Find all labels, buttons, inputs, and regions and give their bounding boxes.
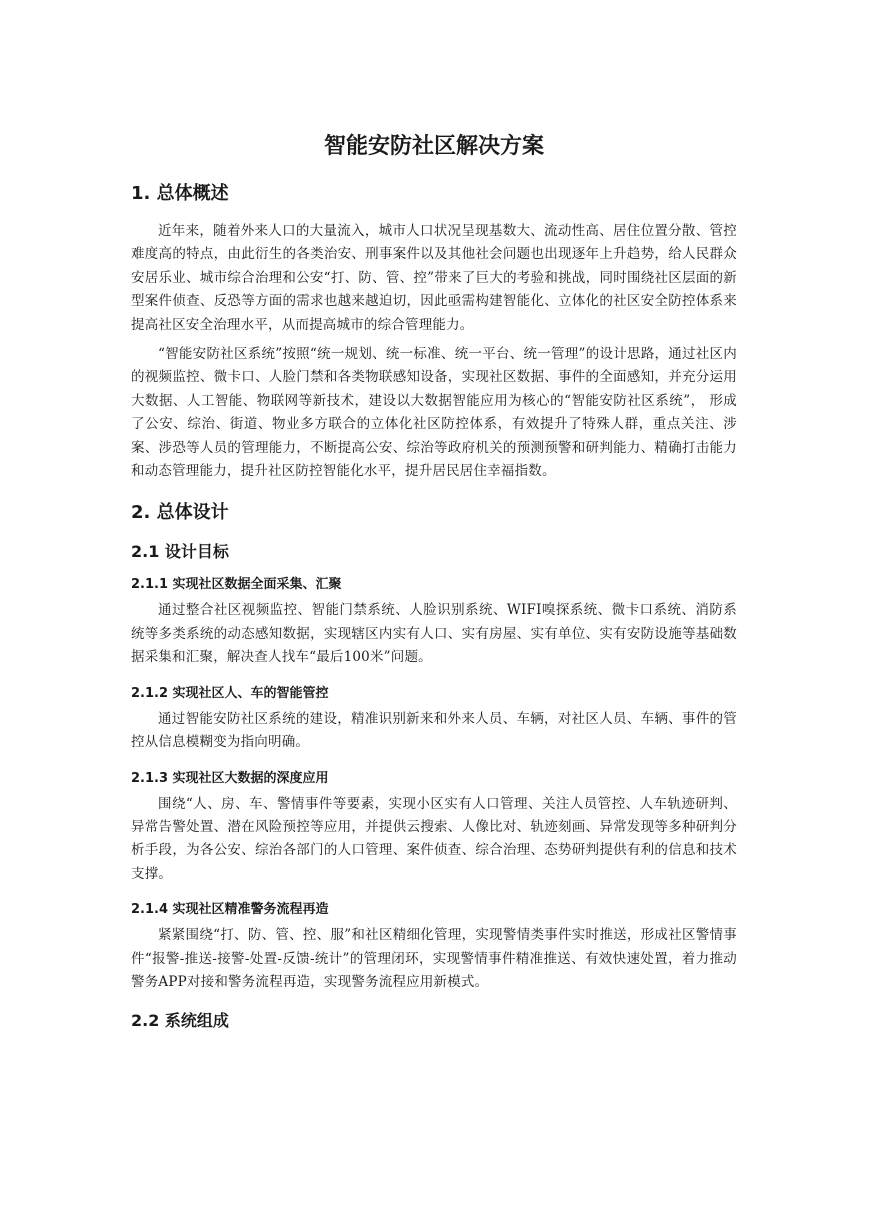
goal-heading-smart-control: 2.1.2 实现社区人、车的智能管控 (131, 685, 329, 701)
document-page (131, 130, 737, 1044)
goal-text-big-data: 围绕“人、房、车、警情事件等要素，实现小区实有人口管理、关注人员管控、人车轨迹研判、异常告警处置、潜在风险预控等应用，并提供云搜索、人像比对、轨迹刻画、异常发现等多种研判分析手段，为各公安、综治各部门的人口管理、案件侦查、综合治理、态势研判提供有利的信息和技术支撑。 (131, 795, 737, 882)
goal-heading-police-workflow: 2.1.4 实现社区精准警务流程再造 (131, 902, 329, 918)
overview-paragraph-1: 近年来，随着外来人口的大量流入，城市人口状况呈现基数大、流动性高、居住位置分散、管控难度高的特点，由此衍生的各类治安、刑事案件以及其他社会问题也出现逐年上升趋势，给人民群众安居乐业、城市综合治理和公安“打、防、管、控”带来了巨大的考验和挑战，同时围绕社区层面的新型案件侦查、反恐等方面的需求也越来越迫切，因此亟需构建智能化、立体化的社区安全防控体系来提高社区安全治理水平，从而提高城市的综合管理能力。 (131, 223, 737, 333)
subsection-heading-composition: 2.2 系统组成 (131, 1011, 229, 1031)
overview-paragraph-2: “智能安防社区系统”按照“统一规划、统一标准、统一平台、统一管理”的设计思路，通过社区内的视频监控、微卡口、人脸门禁和各类物联感知设备，实现社区数据、事件的全面感知，并充分运用大数据、人工智能、物联网等新技术，建设以大数据智能应用为核心的“智能安防社区系统”， 形成了公安、综治、街道、物业多方联合的立体化社区防控体系，有效提升了特殊人群，重点关注、涉案、涉恐等人员的管理能力，不断提高公安、综治等政府机关的预测预警和研判能力、精确打击能力和动态管理能力，提升社区防控智能化水平，提升居民居住幸福指数。 (131, 346, 737, 480)
goal-text-data-collection: 通过整合社区视频监控、智能门禁系统、人脸识别系统、WIFI嗅探系统、微卡口系统、消防系统等多类系统的动态感知数据，实现辖区内实有人口、实有房屋、实有单位、实有安防设施等基础数据采集和汇聚，解决查人找车“最后100米”问题。 (131, 602, 737, 666)
document-title: 智能安防社区解决方案 (323, 134, 544, 159)
goal-text-police-workflow: 紧紧围绕“打、防、管、控、服”和社区精细化管理，实现警情类事件实时推送，形成社区警情事件“报警-推送-接警-处置-反馈-统计”的管理闭环，实现警情事件精准推送、有效快速处置，着力推动警务APP对接和警务流程再造，实现警务流程应用新模式。 (131, 927, 737, 990)
goal-heading-big-data: 2.1.3 实现社区大数据的深度应用 (131, 770, 329, 786)
section-heading-design: 2. 总体设计 (131, 502, 229, 524)
goal-heading-data-collection: 2.1.1 实现社区数据全面采集、汇聚 (131, 577, 342, 593)
section-heading-overview: 1. 总体概述 (131, 183, 229, 204)
goal-text-smart-control: 通过智能安防社区系统的建设，精准识别新来和外来人员、车辆，对社区人员、车辆、事件的管控从信息模糊变为指向明确。 (131, 710, 737, 751)
subsection-heading-goals: 2.1 设计目标 (131, 542, 229, 562)
